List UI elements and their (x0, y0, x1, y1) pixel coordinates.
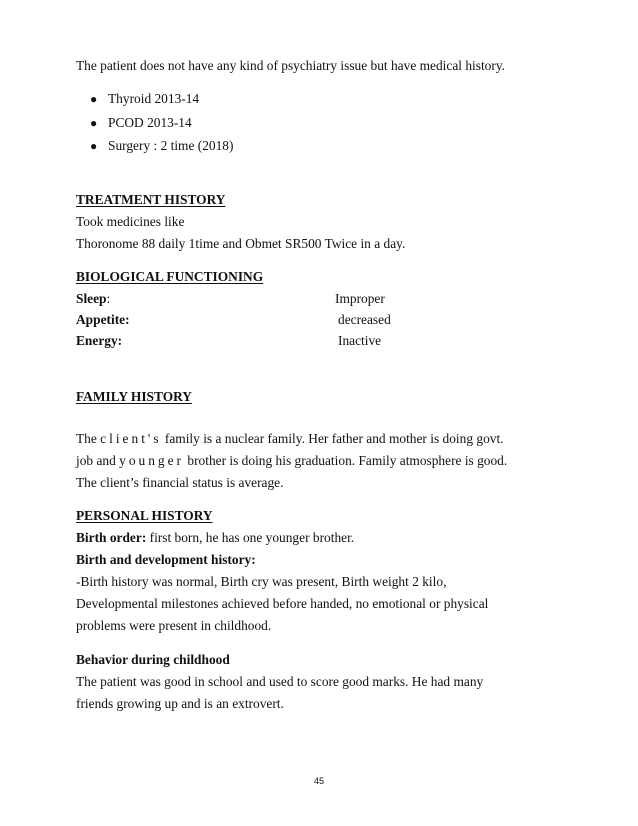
treatment-line: Thoronome 88 daily 1time and Obmet SR500 Twice in a day. (76, 236, 406, 251)
development-line: Developmental milestones achieved before handed, no emotional or physical (76, 596, 489, 611)
bullet-icon: ● (90, 116, 98, 130)
bullet-icon: ● (90, 139, 98, 153)
energy-value: Inactive (338, 333, 382, 348)
family-heading: FAMILY HISTORY (76, 389, 192, 404)
behavior-heading: Behavior during childhood (76, 652, 230, 667)
family-line: The client's family is a nuclear family. Her father and mother is doing govt. (76, 431, 504, 446)
behavior-line: The patient was good in school and used to score good marks. He had many (76, 674, 484, 689)
behavior-line: friends growing up and is an extrovert. (76, 696, 284, 711)
intro-text: The patient does not have any kind of psychiatry issue but have medical history. (76, 58, 506, 73)
treatment-heading: TREATMENT HISTORY (76, 192, 226, 207)
development-heading: Birth and development history: (76, 552, 256, 567)
page-number: 45 (313, 776, 324, 786)
appetite-label: Appetite: (76, 312, 130, 327)
development-line: -Birth history was normal, Birth cry was present, Birth weight 2 kilo, (76, 574, 447, 589)
sleep-value: Improper (335, 291, 385, 306)
personal-heading: PERSONAL HISTORY (76, 508, 213, 523)
bullet-icon: ● (90, 92, 98, 106)
family-line: job and younger brother is doing his graduation. Family atmosphere is good. (76, 453, 508, 468)
birth-order: Birth order: first born, he has one younger brother. (76, 530, 355, 545)
development-line: problems were present in childhood. (76, 618, 272, 633)
appetite-value: decreased (338, 312, 391, 327)
energy-label: Energy: (76, 333, 123, 348)
sleep-label: Sleep: (76, 291, 111, 306)
treatment-line: Took medicines like (76, 214, 185, 229)
family-line: The client’s financial status is average. (76, 475, 284, 490)
biological-heading: BIOLOGICAL FUNCTIONING (76, 269, 264, 284)
